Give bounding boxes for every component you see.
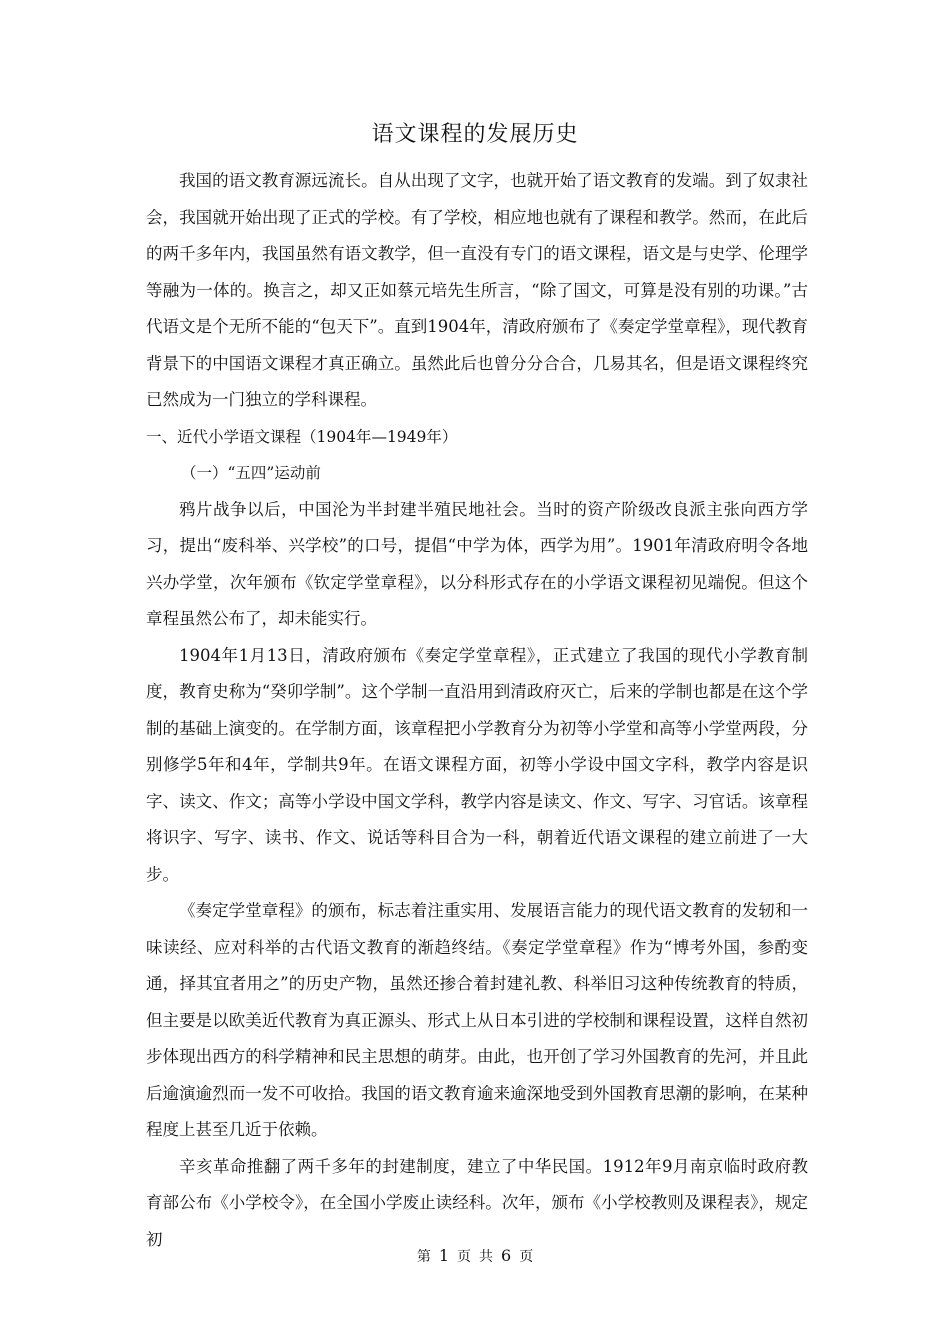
current-page-number: 1 xyxy=(438,1246,449,1265)
total-page-number: 6 xyxy=(501,1246,512,1265)
footer-total-word: 共 xyxy=(479,1249,493,1265)
paragraph: 1904年1月13日，清政府颁布《奏定学堂章程》，正式建立了我国的现代小学教育制度，教育史称为“癸卯学制”。这个学制一直沿用到清政府灭亡，后来的学制也都是在这个学制的基础上演变的。在学制方面，该章程把小学教育分为初等小学堂和高等小学堂两段，分别修学5年和4年，学制共9年。在语文课程方面，初等小学设中国文字科，教学内容是识字、读文、作文；高等小学设中国文学科，教学内容是读文、作文、写字、习官话。该章程将识字、写字、读书、作文、说话等科目合为一科，朝着近代语文课程的建立前进了一大步。 xyxy=(146,645,808,884)
footer-page-word: 页 xyxy=(457,1249,471,1265)
page-footer xyxy=(0,1245,950,1268)
paragraph: 鸦片战争以后，中国沦为半封建半殖民地社会。当时的资产阶级改良派主张向西方学习，提出“废科举、兴学校”的口号，提倡“中学为体，西学为用”。1901年清政府明令各地兴办学堂，次年颁布《钦定学堂章程》，以分科形式存在的小学语文课程初见端倪。但这个章程虽然公布了，却未能实行。 xyxy=(146,499,808,628)
subsection-heading: （一）“五四”运动前 xyxy=(181,464,321,482)
page-title: 语文课程的发展历史 xyxy=(371,122,579,147)
paragraph-intro: 我国的语文教育源远流长。自从出现了文字，也就开始了语文教育的发端。到了奴隶社会，我国就开始出现了正式的学校。有了学校，相应地也就有了课程和教学。然而，在此后的两千多年内，我国虽然有语文教学，但一直没有专门的语文课程，语文是与史学、伦理学等融为一体的。换言之，却又正如蔡元培先生所言，“除了国文，可算是没有别的功课。”古代语文是个无所不能的“包天下”。直到1904年，清政府颁布了《奏定学堂章程》，现代教育背景下的中国语文课程才真正确立。虽然此后也曾分分合合，几易其名，但是语文课程终究已然成为一门独立的学科课程。 xyxy=(146,171,808,409)
paragraph: 辛亥革命推翻了两千多年的封建制度，建立了中华民国。1912年9月南京临时政府教育部公布《小学校令》，在全国小学废止读经科。次年，颁布《小学校教则及课程表》，规定初 xyxy=(146,1156,808,1249)
document-body xyxy=(146,163,808,1258)
section-heading: 一、近代小学语文课程（1904年—1949年） xyxy=(146,427,458,446)
footer-suffix: 页 xyxy=(519,1249,534,1265)
footer-prefix: 第 xyxy=(416,1249,431,1265)
paragraph: 《奏定学堂章程》的颁布，标志着注重实用、发展语言能力的现代语文教育的发轫和一味读经、应对科举的古代语文教育的渐趋终结。《奏定学堂章程》作为“博考外国，参酌变通，择其宜者用之”的历史产物，虽然还掺合着封建礼教、科举旧习这种传统教育的特质，但主要是以欧美近代教育为真正源头、形式上从日本引进的学校制和课程设置，这样自然初步体现出西方的科学精神和民主思想的萌芽。由此，也开创了学习外国教育的先河，并且此后逾演逾烈而一发不可收拾。我国的语文教育逾来逾深地受到外国教育思潮的影响，在某种程度上甚至几近于依赖。 xyxy=(146,901,808,1139)
